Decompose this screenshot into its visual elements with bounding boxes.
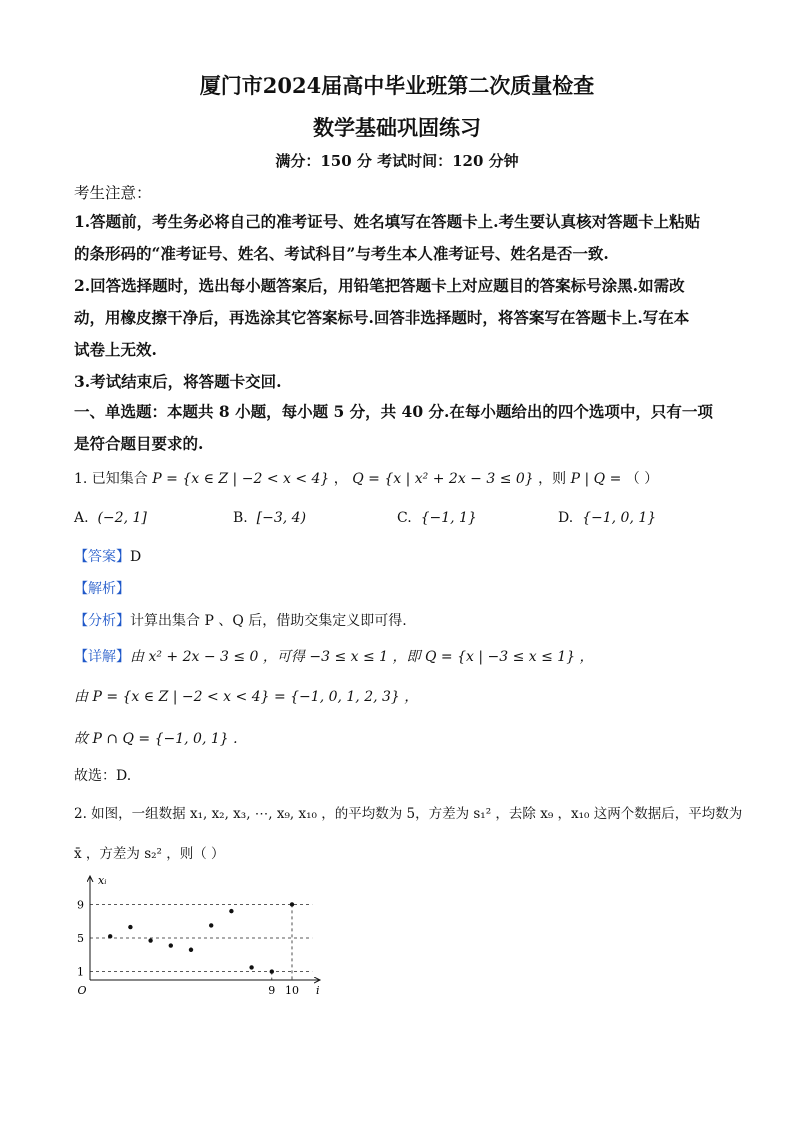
- conclusion: 故选：D.: [74, 768, 132, 784]
- x-axis-label: i: [316, 984, 320, 997]
- fenxi-tag: 【分析】: [74, 613, 130, 629]
- fenxi-line: [74, 610, 407, 630]
- section-heading: 一、单选题：本题共 8 小题，每小题 5 分，共 40 分.在每小题给出的四个选项中，只有一项: [74, 402, 713, 421]
- detail-line: 由 P = {x ∈ Z | −2 < x < 4} = {−1, 0, 1, 2, 3} ，: [74, 689, 419, 705]
- data-point: [290, 902, 294, 906]
- data-point: [249, 965, 253, 969]
- data-point: [229, 909, 233, 913]
- x-tick-label: 9: [268, 984, 276, 997]
- q1-paren: （ ）: [625, 471, 659, 487]
- notice-line: 3.考试结束后，将答题卡交回.: [74, 372, 282, 391]
- data-point: [169, 943, 173, 947]
- data-point: [128, 925, 132, 929]
- option-text: (−2, 1]: [97, 510, 147, 526]
- scatter-chart: [70, 868, 330, 998]
- y-tick-label: 5: [77, 932, 84, 945]
- q1-suffix: ，则: [538, 471, 567, 487]
- question-2-cont: x̄ ，方差为 s₂² ，则（ ）: [74, 846, 225, 862]
- q1-prefix: 1. 已知集合: [74, 471, 148, 487]
- answer-tag: 【答案】: [74, 549, 130, 565]
- analysis-tag: 【解析】: [74, 581, 130, 597]
- fenxi-text: 计算出集合 P 、Q 后，借助交集定义即可得.: [130, 613, 407, 629]
- option-c: [397, 510, 477, 526]
- answer-line: [74, 546, 141, 566]
- notice-line: 动，用橡皮擦干净后，再选涂其它答案标号.回答非选择题时，将答案写在答题卡上.写在本: [74, 308, 690, 327]
- detail-line: 故 P ∩ Q = {−1, 0, 1} .: [74, 731, 238, 747]
- x-tick-label: 10: [285, 984, 299, 997]
- option-label: B.: [233, 510, 248, 526]
- set-p-definition: P = {x ∈ Z | −2 < x < 4}: [152, 471, 330, 487]
- question-2: 2. 如图，一组数据 x₁, x₂, x₃, ⋯, x₉, x₁₀ ，的平均数为 5，方差为 s₁² ，去除 x₉ ，x₁₀ 这两个数据后，平均数为: [74, 806, 743, 822]
- option-label: D.: [558, 510, 574, 526]
- data-point: [148, 938, 152, 942]
- notice-line: 2.回答选择题时，选出每小题答案后，用铅笔把答题卡上对应题目的答案标号涂黑.如需改: [74, 276, 685, 295]
- data-point: [270, 969, 274, 973]
- option-b: [233, 510, 306, 526]
- question-1: [74, 468, 658, 488]
- y-tick-label: 1: [77, 965, 84, 979]
- q1-ask: P | Q =: [570, 471, 622, 487]
- score-line: 满分：150 分 考试时间：120 分钟: [275, 152, 519, 170]
- q1-comma: ，: [333, 471, 348, 487]
- option-text: [−3, 4): [256, 510, 307, 526]
- option-label: C.: [397, 510, 412, 526]
- data-point: [189, 948, 193, 952]
- y-axis-label: xᵢ: [98, 874, 107, 887]
- section-heading-cont: 是符合题目要求的.: [74, 434, 204, 453]
- option-a: [74, 510, 147, 526]
- notice-line: 试卷上无效.: [74, 340, 157, 359]
- option-label: A.: [74, 510, 89, 526]
- data-point: [108, 934, 112, 938]
- notice-heading: 考生注意：: [74, 184, 152, 202]
- data-point: [209, 923, 213, 927]
- answer-value: D: [130, 549, 142, 565]
- detail-tag: 【详解】: [74, 649, 130, 665]
- option-text: {−1, 0, 1}: [582, 510, 657, 526]
- option-d: [558, 510, 656, 526]
- exam-title: 厦门市2024届高中毕业班第二次质量检查: [199, 73, 595, 98]
- notice-line: 1.答题前，考生务必将自己的准考证号、姓名填写在答题卡上.考生要认真核对答题卡上粘贴: [74, 212, 701, 231]
- exam-subtitle: 数学基础巩固练习: [313, 115, 481, 140]
- origin-label: O: [77, 984, 87, 997]
- option-text: {−1, 1}: [420, 510, 477, 526]
- detail-text: 由 x² + 2x − 3 ≤ 0 ，可得 −3 ≤ x ≤ 1 ，即 Q = {x | −3 ≤ x ≤ 1} ，: [130, 649, 594, 665]
- detail-line: [74, 646, 594, 666]
- y-tick-label: 9: [77, 898, 84, 912]
- set-q-definition: Q = {x | x² + 2x − 3 ≤ 0}: [352, 471, 534, 487]
- notice-line: 的条形码的“准考证号、姓名、考试科目”与考生本人准考证号、姓名是否一致.: [74, 244, 609, 263]
